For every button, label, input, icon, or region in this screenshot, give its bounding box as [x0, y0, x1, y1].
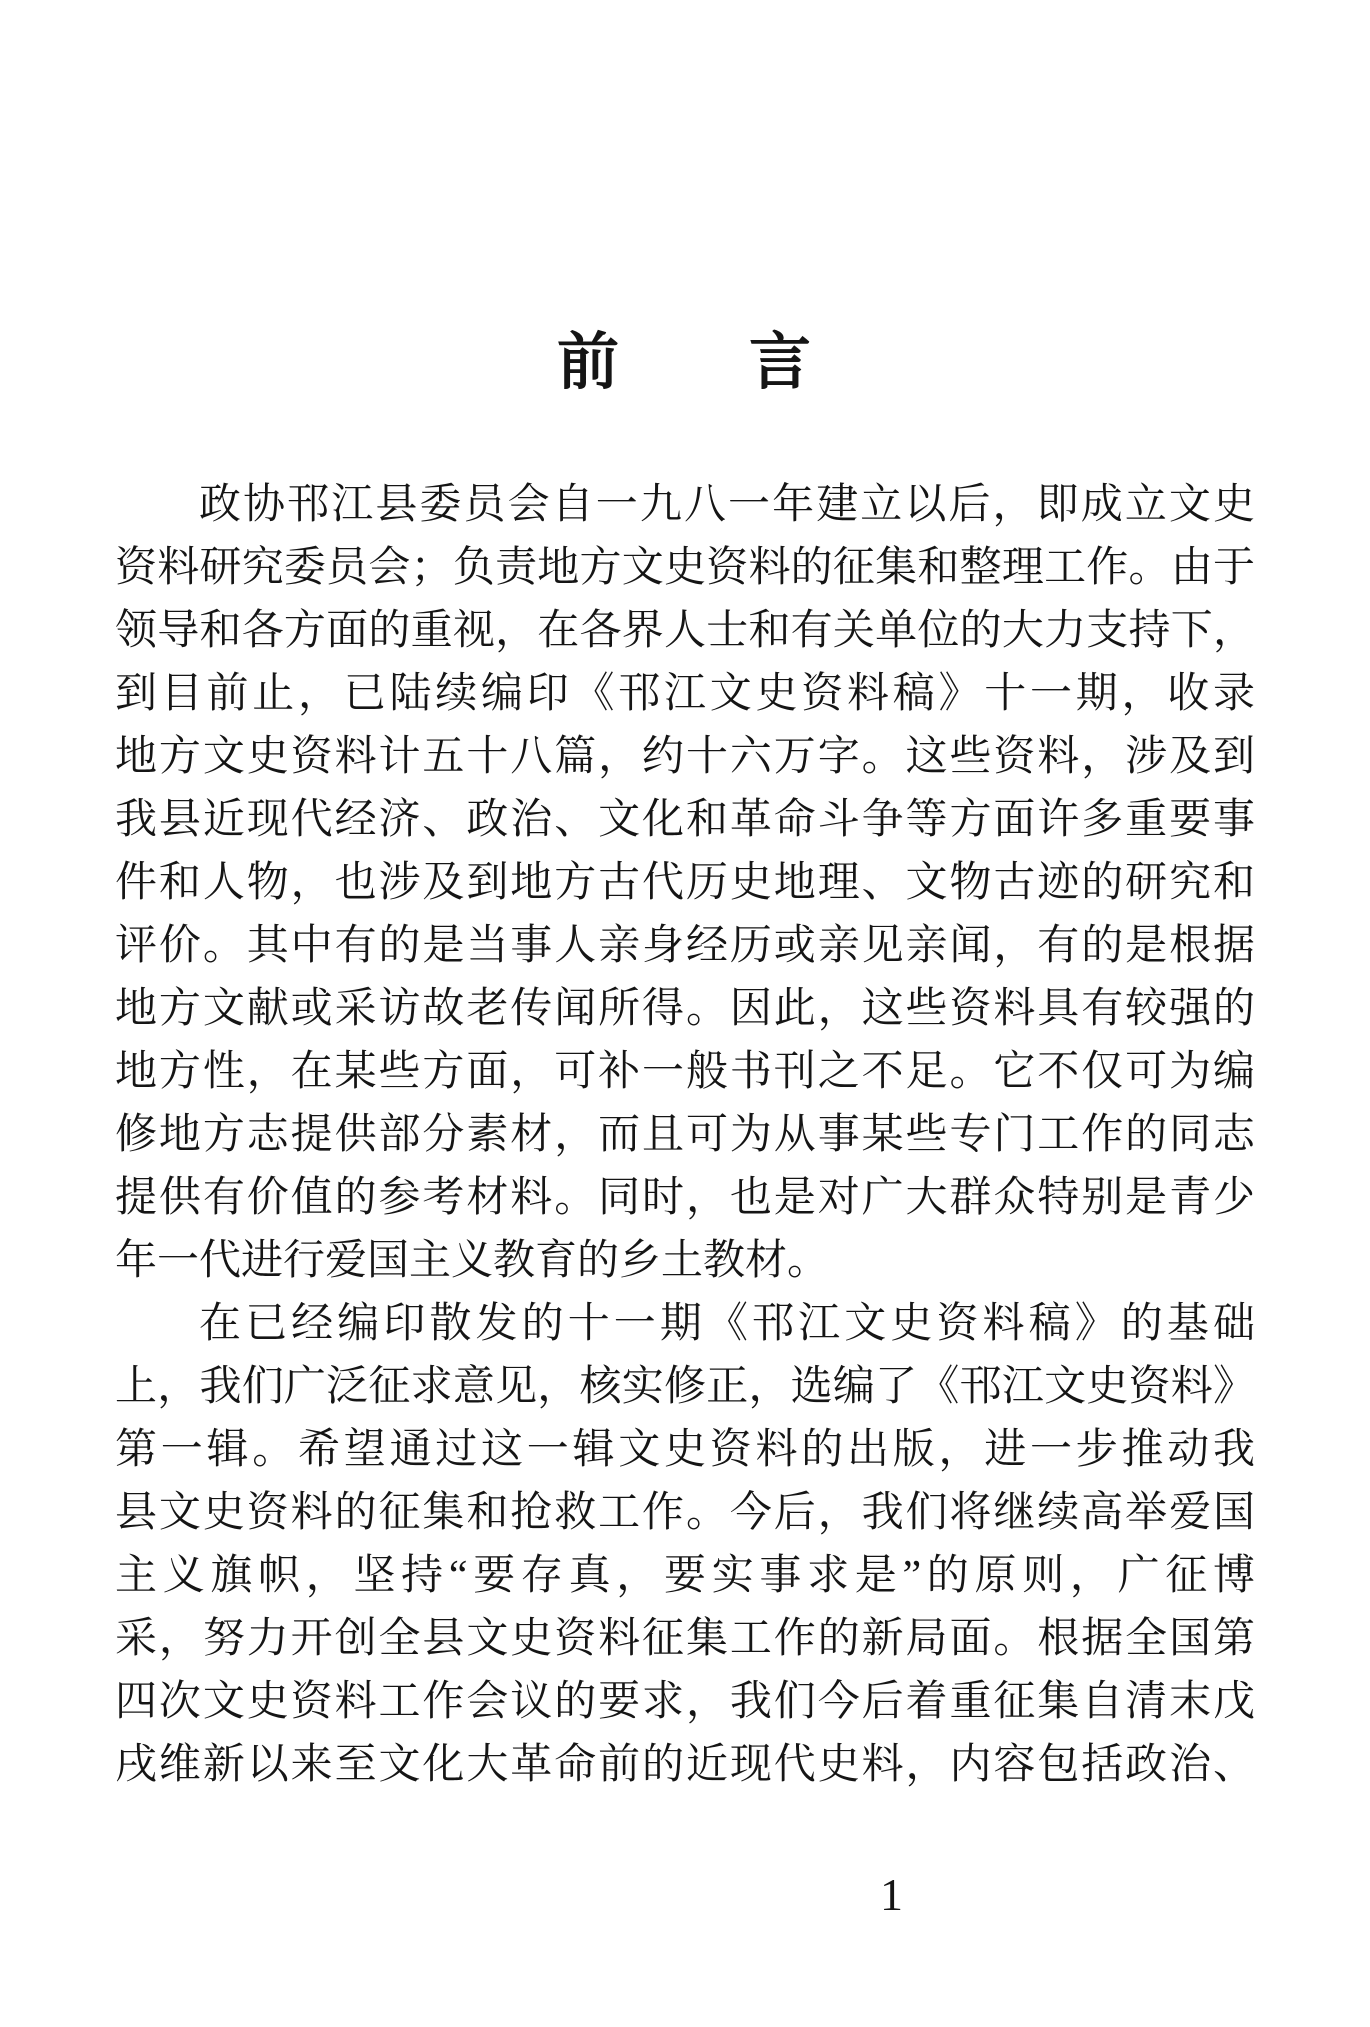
text-line: 评价。其中有的是当事人亲身经历或亲见亲闻，有的是根据: [115, 923, 1255, 969]
text-line: 县文史资料的征集和抢救工作。今后，我们将继续高举爱国: [115, 1490, 1255, 1536]
text-line: 戌维新以来至文化大革命前的近现代史料，内容包括政治、: [115, 1742, 1255, 1788]
page-number: 1: [880, 1869, 903, 1920]
body-text: [115, 474, 1255, 1797]
page-title: 前 言: [556, 329, 813, 397]
text-line: 上，我们广泛征求意见，核实修正，选编了《邗江文史资料》: [115, 1364, 1255, 1410]
text-line: 地方文史资料计五十八篇，约十六万字。这些资料，涉及到: [115, 734, 1255, 780]
text-line: 到目前止，已陆续编印《邗江文史资料稿》十一期，收录: [115, 671, 1255, 717]
text-line: 资料研究委员会；负责地方文史资料的征集和整理工作。由于: [115, 545, 1255, 591]
text-line: 四次文史资料工作会议的要求，我们今后着重征集自清末戊: [115, 1679, 1255, 1725]
text-line: 年一代进行爱国主义教育的乡土教材。: [115, 1238, 830, 1284]
text-line: 主义旗帜，坚持“要存真，要实事求是”的原则，广征博: [115, 1553, 1255, 1599]
text-line: 地方文献或采访故老传闻所得。因此，这些资料具有较强的: [115, 986, 1255, 1032]
text-line: 地方性，在某些方面，可补一般书刊之不足。它不仅可为编: [115, 1049, 1255, 1095]
text-line: 修地方志提供部分素材，而且可为从事某些专门工作的同志: [115, 1112, 1255, 1158]
text-line: 件和人物，也涉及到地方古代历史地理、文物古迹的研究和: [115, 860, 1255, 906]
text-line: 提供有价值的参考材料。同时，也是对广大群众特别是青少: [115, 1175, 1255, 1221]
text-line: 我县近现代经济、政治、文化和革命斗争等方面许多重要事: [115, 797, 1255, 843]
text-line: 采，努力开创全县文史资料征集工作的新局面。根据全国第: [115, 1616, 1255, 1662]
text-line: 第一辑。希望通过这一辑文史资料的出版，进一步推动我: [115, 1427, 1255, 1473]
text-line: 领导和各方面的重视，在各界人士和有关单位的大力支持下，: [115, 608, 1255, 654]
text-line: 政协邗江县委员会自一九八一年建立以后，即成立文史: [199, 482, 1255, 528]
text-line: 在已经编印散发的十一期《邗江文史资料稿》的基础: [199, 1301, 1255, 1347]
